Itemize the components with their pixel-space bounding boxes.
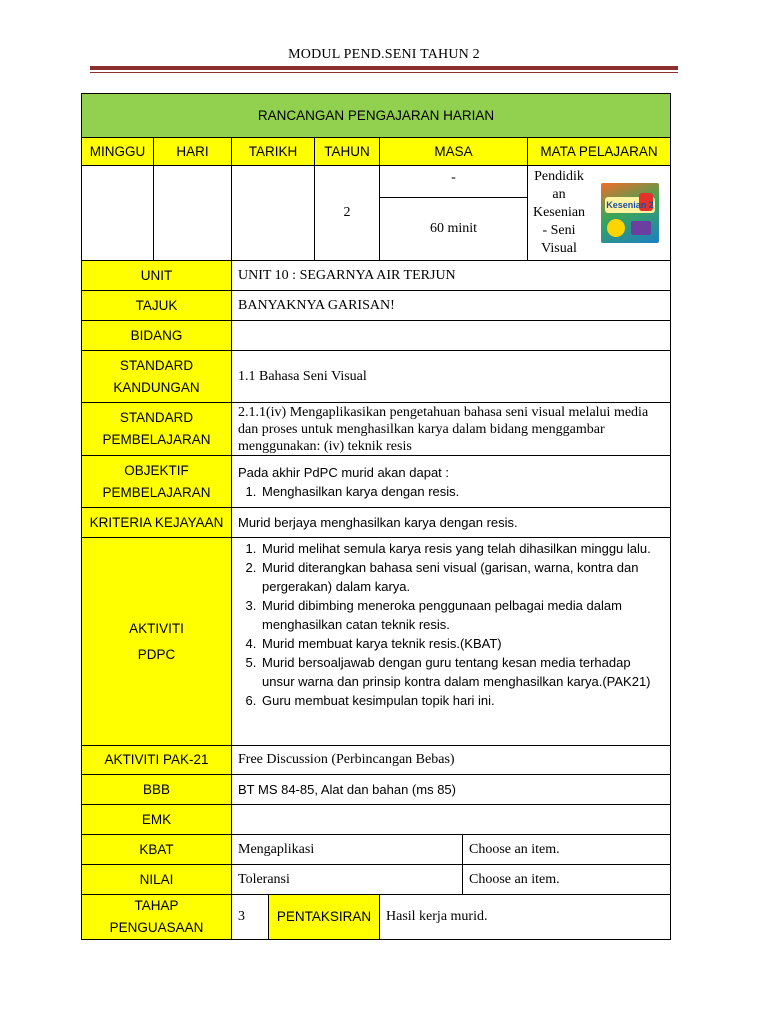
- kbat-choice-dropdown[interactable]: Choose an item.: [463, 835, 671, 865]
- label-kbat: KBAT: [82, 835, 232, 865]
- bidang-value: [232, 321, 671, 351]
- aktiviti-value: [232, 538, 671, 746]
- tajuk-value: BANYAKNYA GARISAN!: [232, 291, 671, 321]
- tarikh-value: [232, 166, 315, 261]
- pentaksiran-value: Hasil kerja murid.: [380, 895, 671, 940]
- aktiviti-item: 6. Guru membuat kesimpulan topik hari ini.: [260, 691, 664, 710]
- masa-duration: 60 minit: [380, 198, 528, 261]
- kbat-value: Mengaplikasi: [232, 835, 463, 865]
- tahun-value: 2: [315, 166, 380, 261]
- label-pak21: AKTIVITI PAK-21: [82, 746, 232, 775]
- minggu-value: [82, 166, 154, 261]
- nilai-choice-dropdown[interactable]: Choose an item.: [463, 865, 671, 895]
- book-cover-title: Kesenian 2: [606, 200, 654, 210]
- aktiviti-item: 4. Murid membuat karya teknik resis.(KBAT): [260, 634, 664, 653]
- kriteria-value: Murid berjaya menghasilkan karya dengan resis.: [232, 508, 671, 538]
- nilai-value: Toleransi: [232, 865, 463, 895]
- aktiviti-item: 2. Murid diterangkan bahasa seni visual (garisan, warna, kontra dan pergerakan) dalam karya.: [260, 558, 664, 596]
- label-unit: UNIT: [82, 261, 232, 291]
- emk-value: [232, 805, 671, 835]
- label-aktiviti: AKTIVITI PDPC: [82, 538, 232, 746]
- col-mata-pelajaran: MATA PELAJARAN: [528, 138, 671, 166]
- label-emk: EMK: [82, 805, 232, 835]
- col-hari: HARI: [154, 138, 232, 166]
- aktiviti-item: 5. Murid bersoaljawab dengan guru tentang kesan media terhadap unsur warna dan prinsip kontra dalam menghasilkan karya.(PAK21): [260, 653, 664, 691]
- label-kriteria: KRITERIA KEJAYAAN: [82, 508, 232, 538]
- pak21-value: Free Discussion (Perbincangan Bebas): [232, 746, 671, 775]
- header-rule-thin: [90, 72, 678, 73]
- aktiviti-item: 3. Murid dibimbing meneroka penggunaan pelbagai media dalam menghasilkan catan teknik resis.: [260, 596, 664, 634]
- hari-value: [154, 166, 232, 261]
- tahap-value: 3: [232, 895, 269, 940]
- plan-title: RANCANGAN PENGAJARAN HARIAN: [82, 94, 671, 138]
- col-minggu: MINGGU: [82, 138, 154, 166]
- col-tahun: TAHUN: [315, 138, 380, 166]
- label-nilai: NILAI: [82, 865, 232, 895]
- label-pentaksiran: PENTAKSIRAN: [269, 895, 380, 940]
- bbb-value: BT MS 84-85, Alat dan bahan (ms 85): [232, 775, 671, 805]
- subject-name: Pendidik an Kesenian - Seni Visual: [532, 169, 586, 256]
- col-tarikh: TARIKH: [232, 138, 315, 166]
- col-masa: MASA: [380, 138, 528, 166]
- objektif-value: [232, 456, 671, 508]
- subject-cell: [528, 166, 671, 261]
- objektif-intro: Pada akhir PdPC murid akan dapat :: [238, 464, 450, 480]
- label-tajuk: TAJUK: [82, 291, 232, 321]
- label-objektif: OBJEKTIF PEMBELAJARAN: [82, 456, 232, 508]
- label-standard-kandungan: STANDARD KANDUNGAN: [82, 351, 232, 403]
- lesson-plan-table: [81, 93, 671, 940]
- page-header: MODUL PEND.SENI TAHUN 2: [288, 47, 480, 62]
- label-bbb: BBB: [82, 775, 232, 805]
- standard-pembelajaran-value: 2.1.1(iv) Mengaplikasikan pengetahuan bahasa seni visual melalui media dan proses untuk menghasilkan karya dalam bidang menggambar menggunakan: (iv) teknik resis: [232, 403, 671, 456]
- label-tahap: TAHAP PENGUASAAN: [82, 895, 232, 940]
- masa-time: -: [380, 166, 528, 198]
- aktiviti-item: 1. Murid melihat semula karya resis yang telah dihasilkan minggu lalu.: [260, 539, 664, 558]
- book-cover: [590, 183, 670, 243]
- label-bidang: BIDANG: [82, 321, 232, 351]
- header-rule: [90, 66, 678, 70]
- unit-value: UNIT 10 : SEGARNYA AIR TERJUN: [232, 261, 671, 291]
- standard-kandungan-value: 1.1 Bahasa Seni Visual: [232, 351, 671, 403]
- label-standard-pembelajaran: STANDARD PEMBELAJARAN: [82, 403, 232, 456]
- objektif-item: 1. Menghasilkan karya dengan resis.: [260, 482, 664, 501]
